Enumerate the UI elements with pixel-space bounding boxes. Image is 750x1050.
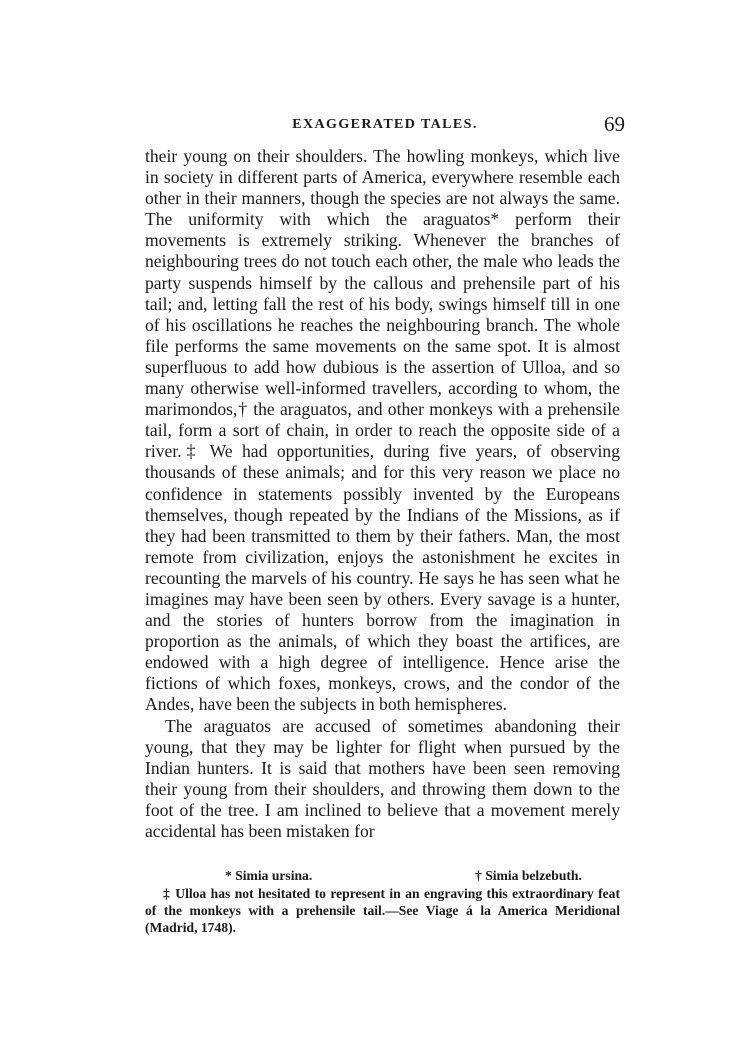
paragraph: their young on their shoulders. The howling monkeys, which live in society in different parts of America, everywhere resemble each other in their manners, though the species are not always the same. The uniformity with which the araguatos* perform their movements is extremely striking. Whenever the branches of neighbouring trees do not touch each other, the male who leads the party suspends himself by the callous and prehensile part of his tail; and, letting fall the rest of his body, swings himself till in one of his oscillations he reaches the neighbouring branch. The whole file performs the same movements on the same spot. It is almost superfluous to add how dubious is the assertion of Ulloa, and so many otherwise well-informed travellers, according to whom, the marimondos,† the araguatos, and other monkeys with a prehensile tail, form a sort of chain, in order to reach the opposite side of a river.‡ We had opportunities, during five years, of observing thousands of these animals; and for this very reason we place no confidence in statements possibly invented by the Europeans themselves, though repeated by the Indians of the Missions, as if they had been transmitted to them by their fathers. Man, the most remote from civilization, enjoys the astonishment he excites in recounting the marvels of his country. He says he has seen what he imagines may have been seen by others. Every savage is a hunter, and the stories of hunters borrow from the imagination in proportion as the animals, of which they boast the artifices, are endowed with a high degree of intelligence. Hence arise the fictions of which foxes, monkeys, crows, and the condor of the Andes, have been the subjects in both hemispheres.: [145, 146, 620, 715]
page-header: [145, 112, 625, 136]
body-text: [145, 146, 620, 842]
running-head: EXAGGERATED TALES.: [292, 117, 478, 132]
paragraph: The araguatos are accused of sometimes abandoning their young, that they may be lighter for flight when pursued by the Indian hunters. It is said that mothers have been seen removing their young from their shoulders, and throwing them down to the foot of the tree. I am inclined to believe that a movement merely accidental has been mistaken for: [145, 715, 620, 841]
footnote-ulloa: ‡ Ulloa has not hesitated to represent in an engraving this extraordinary feat of the monkeys with a prehensile tail.—See Viage á la America Meridional (Madrid, 1748).: [145, 886, 620, 935]
footnote-simia-ursina: * Simia ursina.: [225, 868, 313, 883]
footnote-simia-belzebuth: † Simia belzebuth.: [475, 868, 582, 883]
footnotes: [145, 867, 620, 936]
page-number: 69: [604, 112, 625, 136]
